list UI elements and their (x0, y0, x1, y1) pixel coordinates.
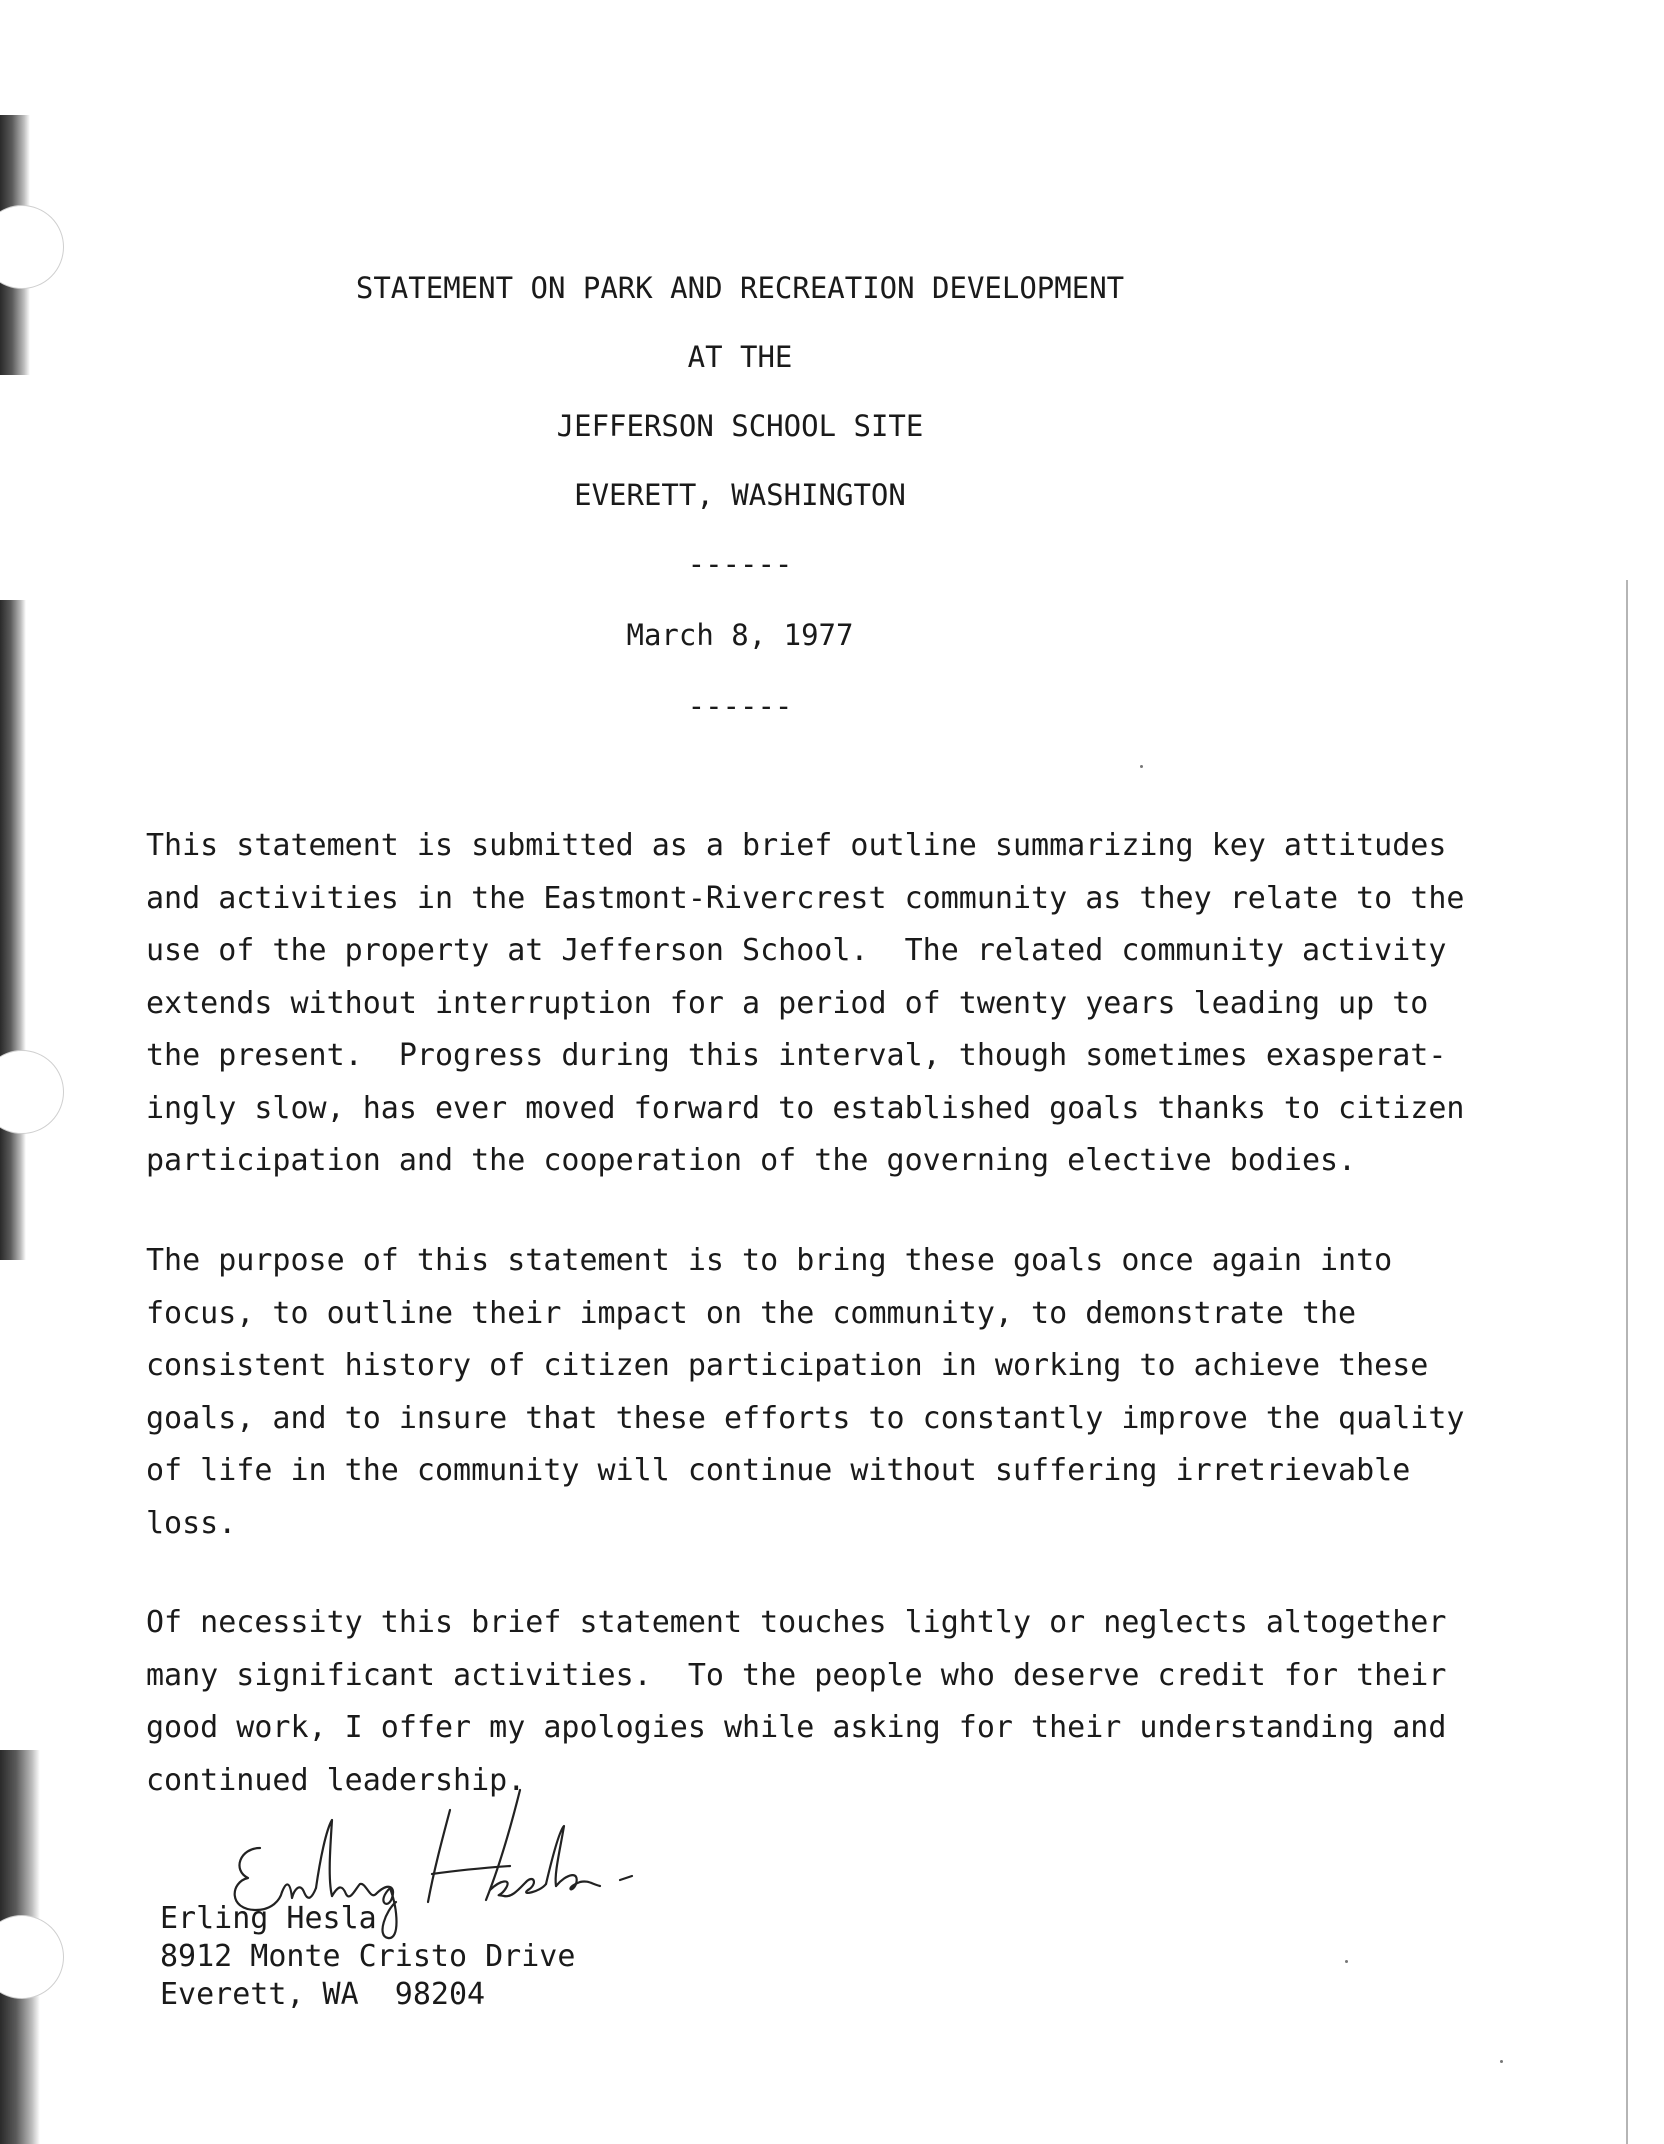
scan-speck (1345, 1960, 1348, 1963)
document-subtitle-line: JEFFERSON SCHOOL SITE (556, 409, 924, 443)
text-line: continued leadership. (146, 1762, 526, 1798)
text-line: the present. Progress during this interval, though sometimes exasperat- (146, 1038, 1447, 1073)
document-subtitle-line: EVERETT, WASHINGTON (574, 478, 906, 512)
scan-speck (1500, 2060, 1503, 2063)
divider-rule: ------ (687, 547, 793, 581)
text-line: consistent history of citizen participation in working to achieve these (146, 1348, 1429, 1383)
text-line: The purpose of this statement is to bring these goals once again into (146, 1243, 1393, 1278)
text-line: many significant activities. To the people who deserve credit for their (146, 1657, 1447, 1693)
text-line: goals, and to insure that these efforts to constantly improve the quality (146, 1400, 1465, 1436)
paragraph-2 (146, 1235, 1465, 1550)
text-line: and activities in the Eastmont-Rivercrest community as they relate to the (146, 880, 1465, 916)
text-line: focus, to outline their impact on the community, to demonstrate the (146, 1295, 1357, 1331)
signer-block (160, 1900, 575, 2014)
text-line: good work, I offer my apologies while asking for their understanding and (146, 1710, 1447, 1745)
divider-rule: ------ (687, 689, 793, 723)
text-line: use of the property at Jefferson School. The related community activity (146, 933, 1447, 968)
signer-city: Everett, WA 98204 (160, 1977, 486, 2012)
text-line: Of necessity this brief statement touches lightly or neglects altogether (146, 1605, 1447, 1640)
signer-address: 8912 Monte Cristo Drive (160, 1939, 576, 1974)
punch-hole (0, 1915, 64, 1999)
signer-name: Erling Hesla (160, 1901, 377, 1936)
text-line: of life in the community will continue without suffering irretrievable (146, 1453, 1411, 1488)
page-edge (1626, 580, 1628, 2144)
punch-hole (0, 1050, 64, 1134)
document-date: March 8, 1977 (626, 618, 854, 652)
text-line: participation and the cooperation of the governing elective bodies. (146, 1143, 1357, 1178)
text-line: loss. (146, 1505, 237, 1541)
title-block (0, 268, 1480, 757)
text-line: extends without interruption for a period of twenty years leading up to (146, 985, 1429, 1021)
document-title: STATEMENT ON PARK AND RECREATION DEVELOPMENT (355, 271, 1125, 305)
paragraph-1 (146, 820, 1465, 1188)
scan-speck (1140, 765, 1143, 768)
document-subtitle-line: AT THE (687, 340, 793, 374)
text-line: This statement is submitted as a brief outline summarizing key attitudes (146, 828, 1447, 863)
text-line: ingly slow, has ever moved forward to established goals thanks to citizen (146, 1090, 1465, 1126)
